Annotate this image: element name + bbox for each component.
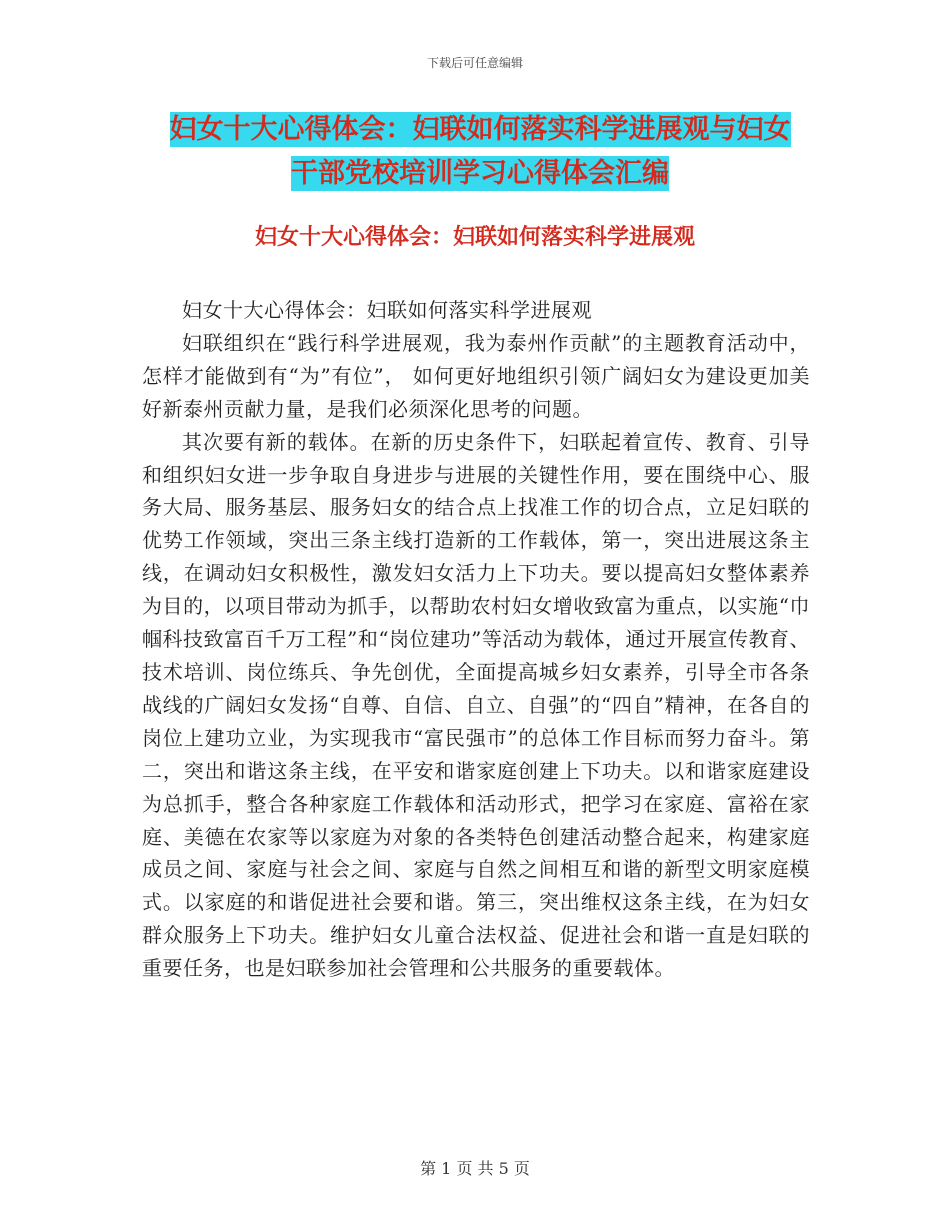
paragraph: 妇联组织在“践行科学进展观，我为泰州作贡献”的主题教育活动中，怎样才能做到有“为”有位”， 如何更好地组织引领广阔妇女为建设更加美好新泰州贡献力量，是我们必须深化思考的问题。 — [142, 330, 810, 421]
title-line-2: 干部党校培训学习心得体会汇编 — [291, 158, 669, 189]
section-title: 妇女十大心得体会：妇联如何落实科学进展观 — [254, 225, 695, 250]
paragraph: 妇女十大心得体会：妇联如何落实科学进展观 — [182, 298, 592, 322]
document-title — [140, 108, 820, 196]
paragraph: 其次要有新的载体。在新的历史条件下，妇联起着宣传、教育、引导和组织妇女进一步争取自身进步与进展的关键性作用，要在围绕中心、服务大局、服务基层、服务妇女的结合点上找准工作的切合点，立足妇联的优势工作领域，突出三条主线打造新的工作载体，第一，突出进展这条主线，在调动妇女积极性，激发妇女活力上下功夫。要以提高妇女整体素养为目的，以项目带动为抓手，以帮助农村妇女增收致富为重点，以实施“巾帼科技致富百千万工程”和“岗位建功”等活动为载体，通过开展宣传教育、技术培训、岗位练兵、争先创优，全面提高城乡妇女素养，引导全市各条战线的广阔妇女发扬“自尊、自信、自立、自强”的“四自”精神，在各自的岗位上建功立业，为实现我市“富民强市”的总体工作目标而努力奋斗。第二，突出和谐这条主线，在平安和谐家庭创建上下功夫。以和谐家庭建设为总抓手，整合各种家庭工作载体和活动形式，把学习在家庭、富裕在家庭、美德在农家等以家庭为对象的各类特色创建活动整合起来，构建家庭成员之间、家庭与社会之间、家庭与自然之间相互和谐的新型文明家庭模式。以家庭的和谐促进社会要和谐。第三，突出维权这条主线，在为妇女群众服务上下功夫。维护妇女儿童合法权益、促进社会和谐一直是妇联的重要任务，也是妇联参加社会管理和公共服务的重要载体。 — [142, 429, 810, 981]
title-line-1: 妇女十大心得体会：妇联如何落实科学进展观与妇女 — [169, 114, 791, 145]
page-header-note: 下载后可任意编辑 — [426, 56, 523, 70]
document-body — [142, 294, 810, 985]
page-number-footer: 第 1 页 共 5 页 — [420, 1159, 530, 1178]
